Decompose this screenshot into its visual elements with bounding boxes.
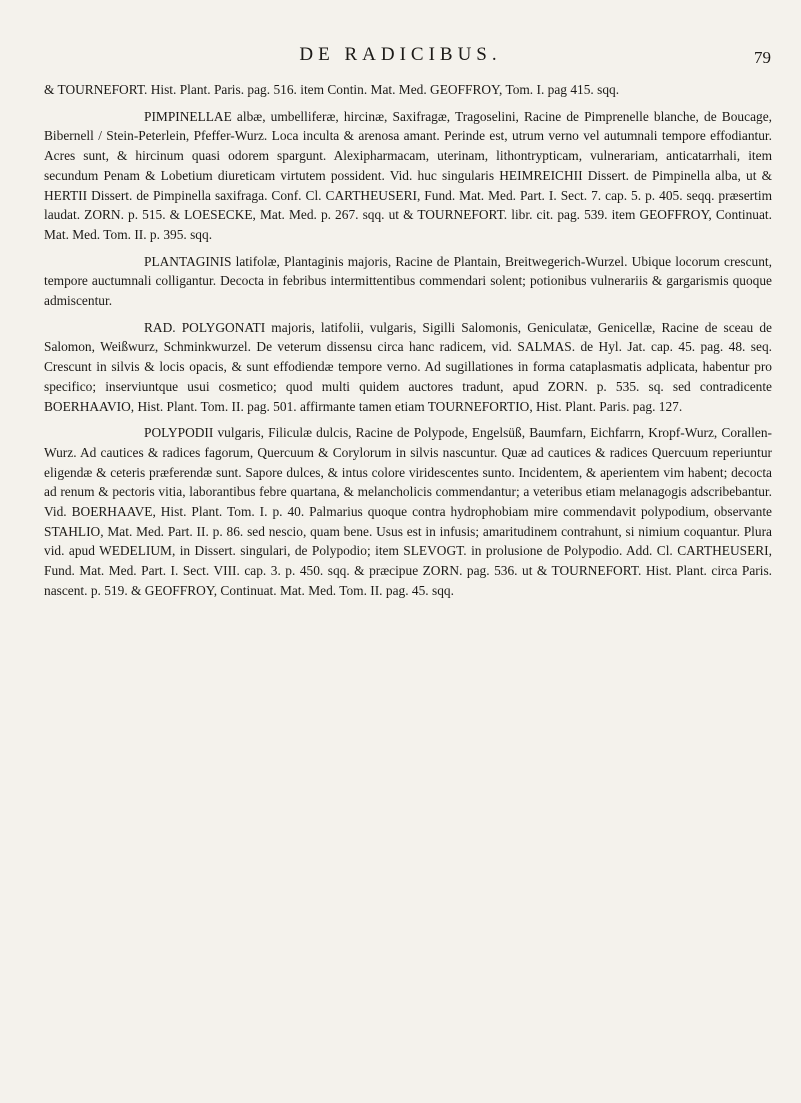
page-header <box>0 44 801 78</box>
entry-pimpinellae <box>44 107 772 245</box>
entry-polypodii <box>44 423 772 600</box>
entry-text: RAD. POLYGONATI majoris, latifolii, vulgaris, Sigilli Salomonis, Geniculatæ, Genicellæ, Racine de sceau de Salomon, Weißwurz, Schminkwurzel. De veterum dissensu circa hanc radicem, vid. SALMAS. de Hyl. Jat. cap. 45. pag. 48. seq. Crescunt in silvis & locis opacis, & sunt effodiendæ tempore verno. Ad sugillationes in forma cataplasmatis adplicata, habentur pro specifico; inserviuntque usui cosmetico; quod multi quidem auctores tradunt, apud ZORN. p. 535. sq. sed contradicente BOERHAAVIO, Hist. Plant. Tom. II. pag. 501. affirmante tamen etiam TOURNEFORTIO, Hist. Plant. Paris. pag. 127. <box>44 319 772 414</box>
entry-text: PLANTAGINIS latifolæ, Plantaginis majoris, Racine de Plantain, Breitwegerich-Wurzel. Ubique locorum crescunt, tempore auctumnali colligantur. Decocta in febribus intermittentibus commendari solent; potionibus vulnerariis & gargarismis quoque admiscentur. <box>44 253 772 309</box>
entry-text: & TOURNEFORT. Hist. Plant. Paris. pag. 516. item Contin. Mat. Med. GEOFFROY, Tom. I. pag 415. sqq. <box>44 82 620 97</box>
page-body <box>44 80 772 608</box>
entry-text: PIMPINELLAE albæ, umbelliferæ, hircinæ, Saxifragæ, Tragoselini, Racine de Pimprenelle blanche, de Boucage, Bibernell / Stein-Peterlein, Pfeffer-Wurz. Loca inculta & arenosa amant. Perinde est, utrum verno vel autumnali tempore effodiantur. Acres sunt, & hircinum quasi odorem spargunt. Alexipharmacam, uterinam, lithontrypticam, vulnerariam, anticatarrhali, item secundum Penam & Lobetium diureticam virtutem possident. Vid. huc singularis HEIMREICHII Dissert. de Pimpinella alba, ut & HERTII Dissert. de Pimpinella saxifraga. Conf. Cl. CARTHEUSERI, Fund. Mat. Med. Part. I. Sect. 7. cap. 5. p. 405. seqq. præsertim laudat. ZORN. p. 515. & LOESECKE, Mat. Med. p. 267. sqq. ut & TOURNEFORT. libr. cit. pag. 539. item GEOFFROY, Continuat. Mat. Med. Tom. II. p. 395. sqq. <box>44 108 772 242</box>
entry-continuation <box>44 80 772 100</box>
entry-polygonati <box>44 318 772 417</box>
page-number: 79 <box>754 48 771 67</box>
running-title: DE RADICIBUS. <box>299 44 502 65</box>
entry-text: POLYPODII vulgaris, Filiculæ dulcis, Racine de Polypode, Engelsüß, Baumfarn, Eichfarrn, Kropf-Wurz, Corallen-Wurz. Ad cautices & radices fagorum, Quercuum & Corylorum in silvis nascuntur. Quæ ad cautices & radices Quercuum reperiuntur eligendæ & ceteris præferendæ sunt. Sapore dulces, & intus colore viridescentes sunto. Incidentem, & aperientem vim habent; decocta ad renum & pectoris vitia, laborantibus febre quartana, & melancholicis commendantur; a veteribus etiam melanagogis adscribebantur. Vid. BOERHAAVE, Hist. Plant. Tom. I. p. 40. Palmarius quoque contra hydrophobiam mire commendavit polypodium, observante STAHLIO, Mat. Med. Part. II. p. 86. sed nescio, quam bene. Usus est in infusis; amaritudinem contrahunt, si nimium coquantur. Plura vid. apud WEDELIUM, in Dissert. singulari, de Polypodio; item SLEVOGT. in prolusione de Polypodio. Add. Cl. CARTHEUSERI, Fund. Mat. Med. Part. I. Sect. VIII. cap. 3. p. 450. sqq. & præcipue ZORN. pag. 536. ut & TOURNEFORT. Hist. Plant. circa Paris. nascent. p. 519. & GEOFFROY, Continuat. Mat. Med. Tom. II. pag. 45. sqq. <box>44 425 772 598</box>
entry-plantaginis <box>44 252 772 311</box>
